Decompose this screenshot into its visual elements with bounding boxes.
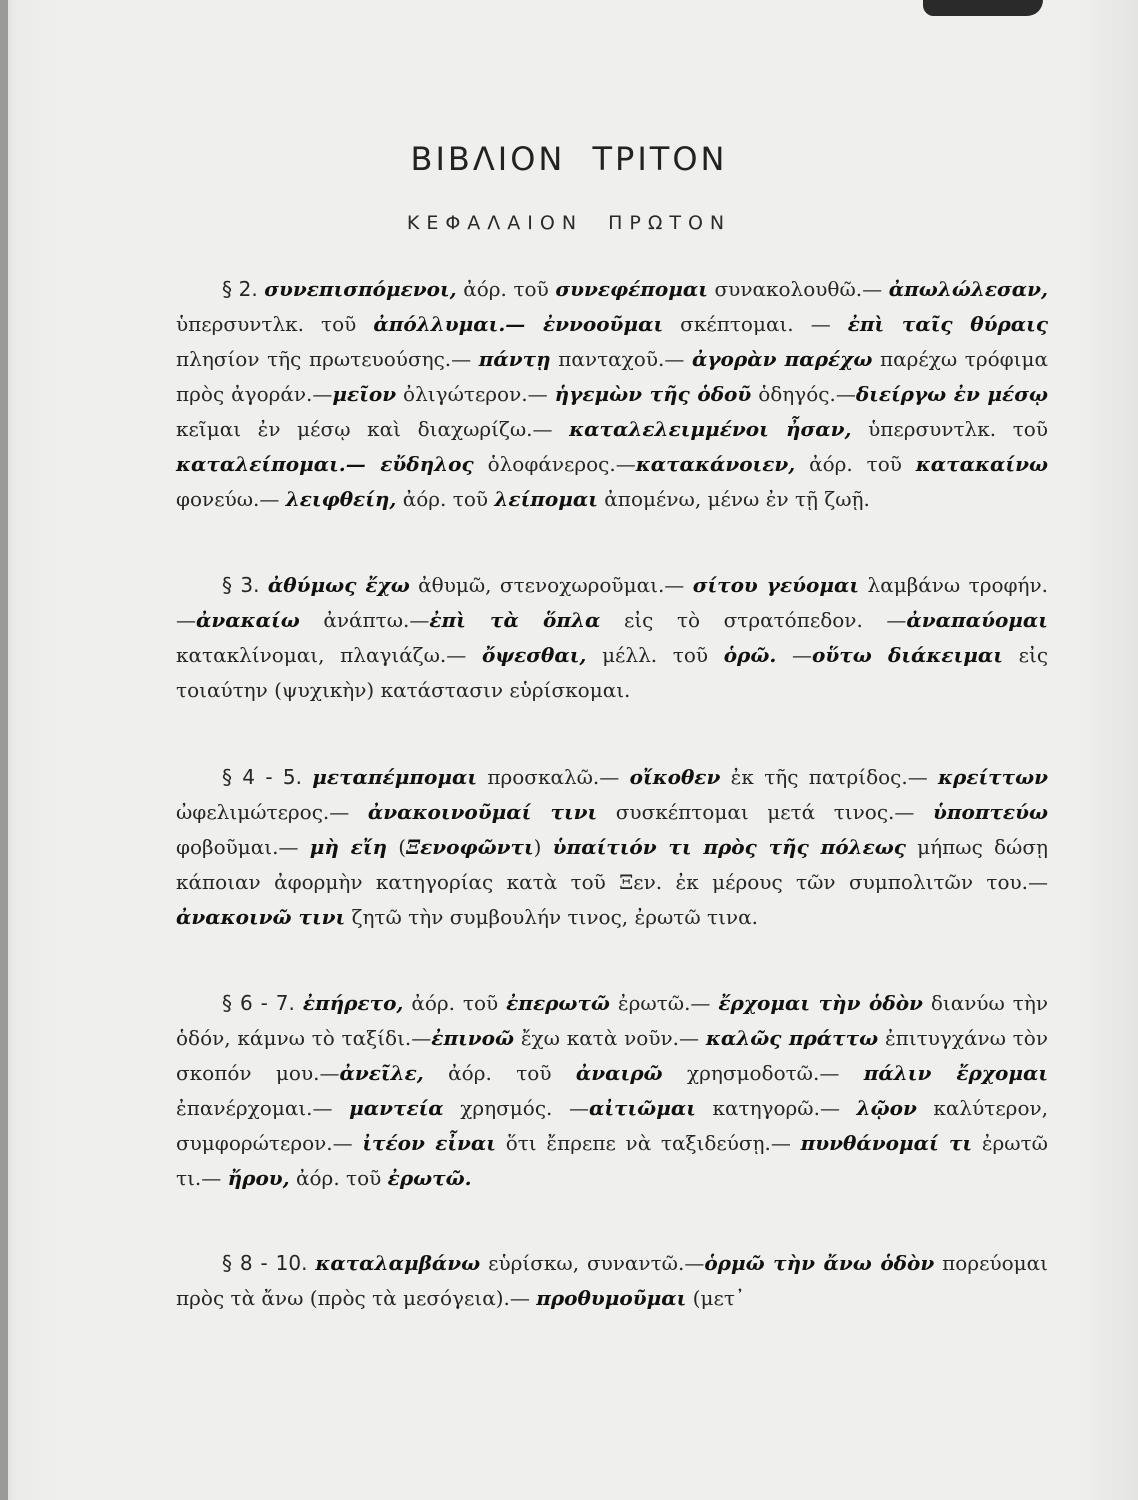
term: κατακαίνω [915,452,1049,476]
definition-text: ἐρωτῶ τι.— [176,1131,1048,1190]
definition-text: χρησμός. — [443,1096,589,1120]
term: ἀνακοινοῦμαί τινι [367,800,598,824]
term: διείργω ἐν μέσῳ [855,382,1048,406]
definition-text: ἀόρ. τοῦ [423,1061,576,1085]
section-number: § 8 - 10. [222,1251,316,1275]
term: μεταπέμπομαι [312,765,478,789]
definition-text: ἀνάπτω.— [299,608,430,632]
term: καταλελειμμένοι ἦσαν, [569,417,852,441]
definition-text: κατακλίνομαι, πλαγιάζω.— [176,643,482,667]
definition-text: φοβοῦμαι.— [176,835,310,859]
term: ἡγεμὼν τῆς ὁδοῦ [554,382,752,406]
definition-text: λαμβάνω τροφήν.— [176,573,1049,632]
corner-ink-mark [923,0,1043,16]
term: ἀνακοινῶ τινι [176,905,346,929]
glossary-paragraph [176,986,1048,1196]
definition-text: χρησμοδοτῶ.— [662,1061,864,1085]
section-number: § 3. [222,573,268,597]
definition-text: συνακολουθῶ.— [707,277,889,301]
definition-text: ( [387,835,407,859]
term: ὄψεσθαι, [481,643,587,667]
definition-text: ἀόρ. τοῦ [403,991,507,1015]
definition-text: πλησίον τῆς πρωτευούσης.— [176,347,479,371]
definition-text: εἰς τοιαύτην (ψυχικὴν) κατάστασιν εὑρίσκομαι. [176,643,1049,702]
definition-text: διανύω τὴν ὁδόν, κάμνω τὸ ταξίδι.— [176,991,1049,1050]
definition-text: ἀόρ. τοῦ [289,1166,388,1190]
definition-text: ὀλιγώτερον.— [396,382,555,406]
section-number: § 2. [222,277,265,301]
term: οἴκοθεν [629,765,721,789]
term: ἀνακαίω [196,608,300,632]
term: ὁρμῶ τὴν ἄνω ὁδὸν [704,1251,935,1275]
term: ἀθύμως ἔχω [267,573,410,597]
term: ὑπαίτιόν τι πρὸς τῆς πόλεως [552,835,906,859]
definition-text: καλύτερον, συμφορώτερον.— [176,1096,1048,1155]
term: πάντῃ [478,347,551,371]
definition-text: συσκέπτομαι μετά τινος.— [597,800,933,824]
term: καταλείπομαι.— εὔδηλος [176,452,474,476]
term: ἀναπαύομαι [906,608,1048,632]
definition-text: (μετ᾿ [686,1286,745,1310]
term: ἀπωλώλεσαν, [888,277,1049,301]
term: ἐπινοῶ [431,1026,515,1050]
term: ἐρωτῶ. [387,1166,472,1190]
term: μὴ εἴη [309,835,388,859]
section-number: § 4 - 5. [222,765,313,789]
definition-text: ἐκ τῆς πατρίδος.— [720,765,939,789]
definition-text: ἐπιτυγχάνω τὸν σκοπόν μου.— [176,1026,1049,1085]
definition-text: ἐρωτῶ.— [609,991,719,1015]
glossary-paragraph [176,760,1048,935]
definition-text: ζητῶ τὴν συμβουλήν τινος, ἐρωτῶ τινα. [345,905,758,929]
definition-text: ἐπανέρχομαι.— [176,1096,350,1120]
term: ἐπήρετο, [302,991,404,1015]
term: ὁρῶ. [723,643,777,667]
definition-text: ὁλοφάνερος.— [473,452,636,476]
definition-text: ἔχω κατὰ νοῦν.— [514,1026,706,1050]
chapter-title: ΚΕΦΑΛΑΙΟΝ ΠΡΩΤΟΝ [406,212,732,234]
definition-text: ἀθυμῶ, στενοχωροῦμαι.— [409,573,693,597]
term: ἀνεῖλε, [339,1061,424,1085]
term: συνεπισπόμενοι, [264,277,457,301]
term: λείπομαι [494,487,598,511]
glossary-paragraph [176,272,1048,517]
term: Ξενοφῶντι [406,835,534,859]
definition-text: ὅτι ἔπρεπε νὰ ταξιδεύσῃ.— [495,1131,801,1155]
glossary-paragraph [176,1246,1048,1316]
term: ἀγορὰν παρέχω [691,347,873,371]
term: αἰτιῶμαι [588,1096,696,1120]
definition-text: εἰς τὸ στρατόπεδον. — [600,608,907,632]
definition-text: ὁδηγός.— [751,382,856,406]
definition-text: ὑπερσυντλκ. τοῦ [176,312,374,336]
term: κατακάνοιεν, [635,452,796,476]
definition-text: ἀόρ. τοῦ [795,452,916,476]
definition-text: ἀόρ. τοῦ [456,277,556,301]
definition-text: κατηγορῶ.— [695,1096,857,1120]
term: καλῶς πράττω [705,1026,879,1050]
glossary-paragraph [176,568,1048,708]
term: καταλαμβάνω [315,1251,481,1275]
term: πυνθάνομαί τι [800,1131,973,1155]
term: ἀναιρῶ [575,1061,663,1085]
book-title: ΒΙΒΛΙΟΝ ΤΡΙΤΟΝ [410,140,728,178]
term: μαντεία [349,1096,444,1120]
definition-text: ὑπερσυντλκ. τοῦ [851,417,1048,441]
definition-text: πανταχοῦ.— [550,347,692,371]
term: ἰτέον εἶναι [362,1131,496,1155]
section-number: § 6 - 7. [222,991,303,1015]
term: οὕτω διάκειμαι [812,643,1003,667]
term: συνεφέπομαι [555,277,708,301]
term: ἤρου, [227,1166,290,1190]
definition-text: ὠφελιμώτερος.— [176,800,368,824]
definition-text: ) [533,835,553,859]
definition-text: κεῖμαι ἐν μέσῳ καὶ διαχωρίζω.— [176,417,570,441]
term: μεῖον [332,382,397,406]
term: λειφθείη, [285,487,397,511]
definition-text: μήπως δώσῃ κάποιαν ἀφορμὴν κατηγορίας κατὰ τοῦ Ξεν. ἐκ μέρους τῶν συμπολιτῶν του.— [176,835,1048,894]
term: λῷον [856,1096,917,1120]
term: σίτου γεύομαι [692,573,860,597]
definition-text: παρέχω τρόφιμα πρὸς ἀγοράν.— [176,347,1048,406]
definition-text: — [776,643,813,667]
definition-text: προσκαλῶ.— [477,765,630,789]
definition-text: ἀόρ. τοῦ [396,487,495,511]
definition-text: πορεύομαι πρὸς τὰ ἄνω (πρὸς τὰ μεσόγεια).— [176,1251,1048,1310]
term: ἀπόλλυμαι.— ἐννοοῦμαι [373,312,664,336]
term: προθυμοῦμαι [536,1286,687,1310]
term: ἐπὶ ταῖς θύραις [847,312,1048,336]
term: ἔρχομαι τὴν ὁδὸν [718,991,923,1015]
term: ὑποπτεύω [932,800,1048,824]
definition-text: μέλλ. τοῦ [586,643,724,667]
term: κρείττων [938,765,1048,789]
definition-text: φονεύω.— [176,487,286,511]
term: πάλιν ἔρχομαι [863,1061,1049,1085]
term: ἐπερωτῶ [506,991,610,1015]
definition-text: σκέπτομαι. — [663,312,848,336]
definition-text: εὑρίσκω, συναντῶ.— [480,1251,705,1275]
term: ἐπὶ τὰ ὅπλα [429,608,601,632]
definition-text: ἀπομένω, μένω ἐν τῇ ζωῇ. [597,487,870,511]
